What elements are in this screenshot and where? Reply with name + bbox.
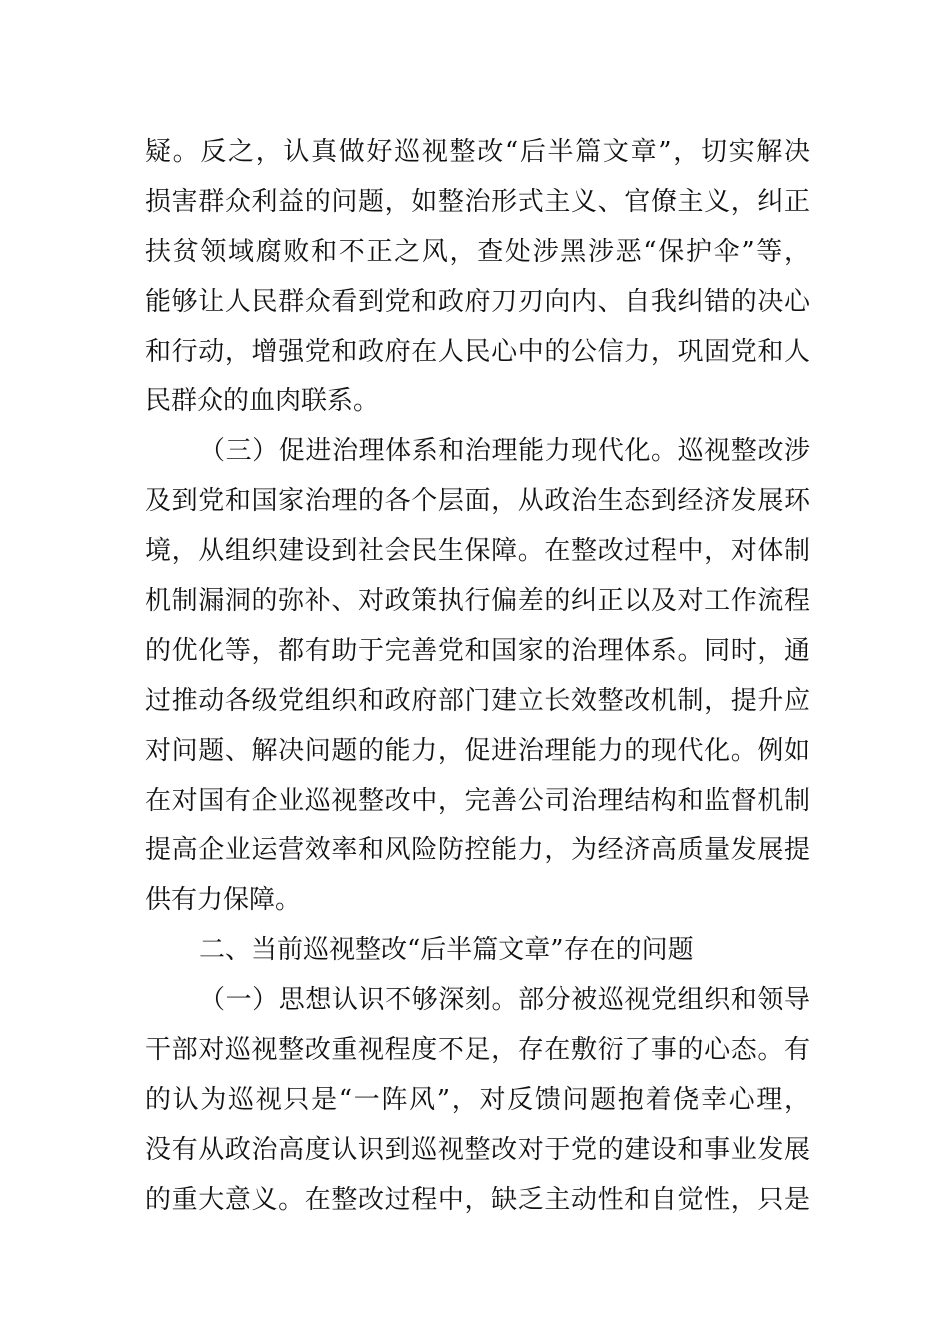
text-line: 在对国有企业巡视整改中，完善公司治理结构和监督机制 — [145, 785, 810, 816]
text-line: 供有力保障。 — [145, 885, 302, 916]
text-line: 境，从组织建设到社会民生保障。在整改过程中，对体制 — [145, 536, 810, 567]
text-line: 和行动，增强党和政府在人民心中的公信力，巩固党和人 — [145, 336, 810, 367]
text-line: 没有从政治高度认识到巡视整改对于党的建设和事业发展 — [145, 1134, 810, 1165]
body-text — [145, 128, 810, 1226]
section-heading-line: （一）思想认识不够深刻。部分被巡视党组织和领导 — [199, 985, 810, 1016]
text-line: 扶贫领域腐败和不正之风，查处涉黑涉恶“保护伞”等， — [145, 236, 810, 267]
text-line: 疑。反之，认真做好巡视整改“后半篇文章”，切实解决 — [145, 137, 810, 167]
text-line: 能够让人民群众看到党和政府刀刃向内、自我纠错的决心 — [145, 286, 810, 317]
chapter-heading: 二、当前巡视整改“后半篇文章”存在的问题 — [199, 935, 694, 966]
text-line: 提高企业运营效率和风险防控能力，为经济高质量发展提 — [145, 835, 810, 866]
text-line: 干部对巡视整改重视程度不足，存在敷衍了事的心态。有 — [145, 1035, 810, 1066]
text-line: 损害群众利益的问题，如整治形式主义、官僚主义，纠正 — [145, 186, 810, 217]
text-line: 的重大意义。在整改过程中，缺乏主动性和自觉性，只是 — [145, 1184, 810, 1215]
text-line: 的优化等，都有助于完善党和国家的治理体系。同时，通 — [145, 635, 810, 666]
text-line: 过推动各级党组织和政府部门建立长效整改机制，提升应 — [145, 685, 810, 716]
text-line: 对问题、解决问题的能力，促进治理能力的现代化。例如 — [145, 735, 810, 766]
text-line: 民群众的血肉联系。 — [145, 386, 380, 417]
text-line: 及到党和国家治理的各个层面，从政治生态到经济发展环 — [145, 486, 810, 517]
section-heading-line: （三）促进治理体系和治理能力现代化。巡视整改涉 — [199, 436, 810, 467]
text-line: 机制漏洞的弥补、对政策执行偏差的纠正以及对工作流程 — [145, 586, 810, 617]
text-line: 的认为巡视只是“一阵风”，对反馈问题抱着侥幸心理， — [145, 1084, 810, 1115]
